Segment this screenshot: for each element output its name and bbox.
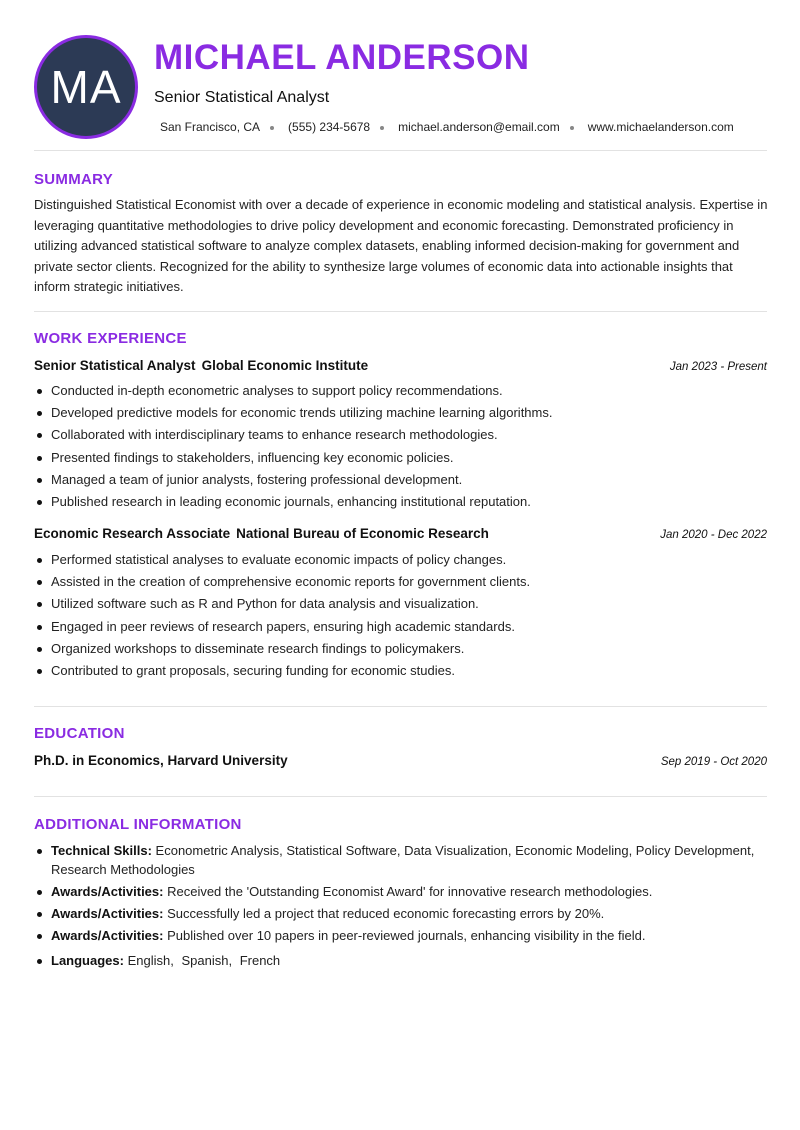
- list-item: Contributed to grant proposals, securing funding for economic studies.: [34, 661, 769, 683]
- job-company: Global Economic Institute: [201, 358, 369, 373]
- list-item: Presented findings to stakeholders, influencing key economic policies.: [34, 448, 769, 470]
- section-divider: [34, 796, 767, 797]
- job-header: [34, 526, 767, 541]
- section-divider: [34, 311, 767, 312]
- item-text: Received the 'Outstanding Economist Award' for innovative research methodologies.: [167, 883, 653, 899]
- job-company: National Bureau of Economic Research: [236, 526, 489, 541]
- item-text: Econometric Analysis, Statistical Software, Data Visualization, Economic Modeling, Policy Development, Research Methodologies: [51, 843, 755, 877]
- experience-heading: WORK EXPERIENCE: [34, 330, 187, 347]
- item-text: Published over 10 papers in peer-reviewed journals, enhancing visibility in the field.: [167, 927, 646, 943]
- item-label: Awards/Activities:: [51, 905, 164, 921]
- candidate-role: Senior Statistical Analyst: [154, 89, 330, 106]
- item-label: Technical Skills:: [51, 843, 152, 858]
- languages-label: Languages:: [51, 953, 124, 968]
- job-header: [34, 358, 767, 373]
- item-text: Successfully led a project that reduced economic forecasting errors by 20%.: [167, 905, 605, 921]
- list-item: [34, 952, 769, 971]
- education-dates: Sep 2019 - Oct 2020: [660, 756, 767, 768]
- list-item: [34, 842, 769, 879]
- separator-dot-icon: [270, 126, 274, 130]
- summary-text: Distinguished Statistical Economist with over a decade of experience in economic modeling and statistical analysis. Expertise in leveraging quantitative methodologies to drive policy development and economic forecasting. Demonstrated proficiency in utilizing advanced statistical software to analyze complex datasets, enabling informed decision-making for government and private sector clients. Recognized for the ability to synthesize large volumes of economic data into actionable insights that inform strategic initiatives.: [34, 197, 768, 294]
- education-entry: [34, 753, 767, 768]
- list-item: Collaborated with interdisciplinary teams to enhance research methodologies.: [34, 425, 769, 447]
- additional-heading: ADDITIONAL INFORMATION: [34, 816, 242, 833]
- separator-dot-icon: [570, 126, 574, 130]
- job-title-line: [34, 526, 489, 541]
- job-bullets: [34, 550, 769, 683]
- language: Spanish,: [181, 953, 233, 968]
- list-item: Conducted in-depth econometric analyses to support policy recommendations.: [34, 381, 769, 403]
- list-item: Performed statistical analyses to evaluate economic impacts of policy changes.: [34, 550, 769, 572]
- job-title-line: [34, 358, 368, 373]
- education-heading: EDUCATION: [34, 725, 125, 742]
- contact-email[interactable]: michael.anderson@email.com: [398, 120, 560, 134]
- candidate-name: MICHAEL ANDERSON: [154, 38, 530, 77]
- list-item: Utilized software such as R and Python for data analysis and visualization.: [34, 594, 769, 616]
- contact-bar: [160, 120, 734, 134]
- item-label: Awards/Activities:: [51, 883, 164, 899]
- list-item: Engaged in peer reviews of research papers, ensuring high academic standards.: [34, 617, 769, 639]
- avatar: [34, 35, 138, 139]
- list-item: Developed predictive models for economic trends utilizing machine learning algorithms.: [34, 403, 769, 425]
- list-item: Published research in leading economic journals, enhancing institutional reputation.: [34, 492, 769, 514]
- contact-website[interactable]: www.michaelanderson.com: [587, 120, 734, 134]
- language: French: [239, 953, 281, 968]
- contact-phone: (555) 234-5678: [288, 120, 371, 134]
- additional-list: [34, 842, 769, 974]
- section-divider: [34, 706, 767, 707]
- job-position: Senior Statistical Analyst: [34, 358, 196, 373]
- item-label: Awards/Activities:: [51, 927, 164, 943]
- job-dates: Jan 2023 - Present: [669, 361, 767, 373]
- list-item: Assisted in the creation of comprehensive economic reports for government clients.: [34, 572, 769, 594]
- list-item: Managed a team of junior analysts, fostering professional development.: [34, 470, 769, 492]
- list-item: [34, 883, 769, 902]
- language: English,: [127, 953, 174, 968]
- education-degree: Ph.D. in Economics, Harvard University: [34, 753, 288, 768]
- list-item: [34, 927, 769, 946]
- avatar-initials: MA: [50, 61, 122, 113]
- summary-heading: SUMMARY: [34, 171, 114, 188]
- job-position: Economic Research Associate: [34, 526, 231, 541]
- job-bullets: [34, 381, 769, 514]
- list-item: [34, 905, 769, 924]
- section-divider: [34, 150, 767, 151]
- separator-dot-icon: [380, 126, 384, 130]
- job-dates: Jan 2020 - Dec 2022: [660, 529, 767, 541]
- list-item: Organized workshops to disseminate research findings to policymakers.: [34, 639, 769, 661]
- contact-location: San Francisco, CA: [160, 120, 261, 134]
